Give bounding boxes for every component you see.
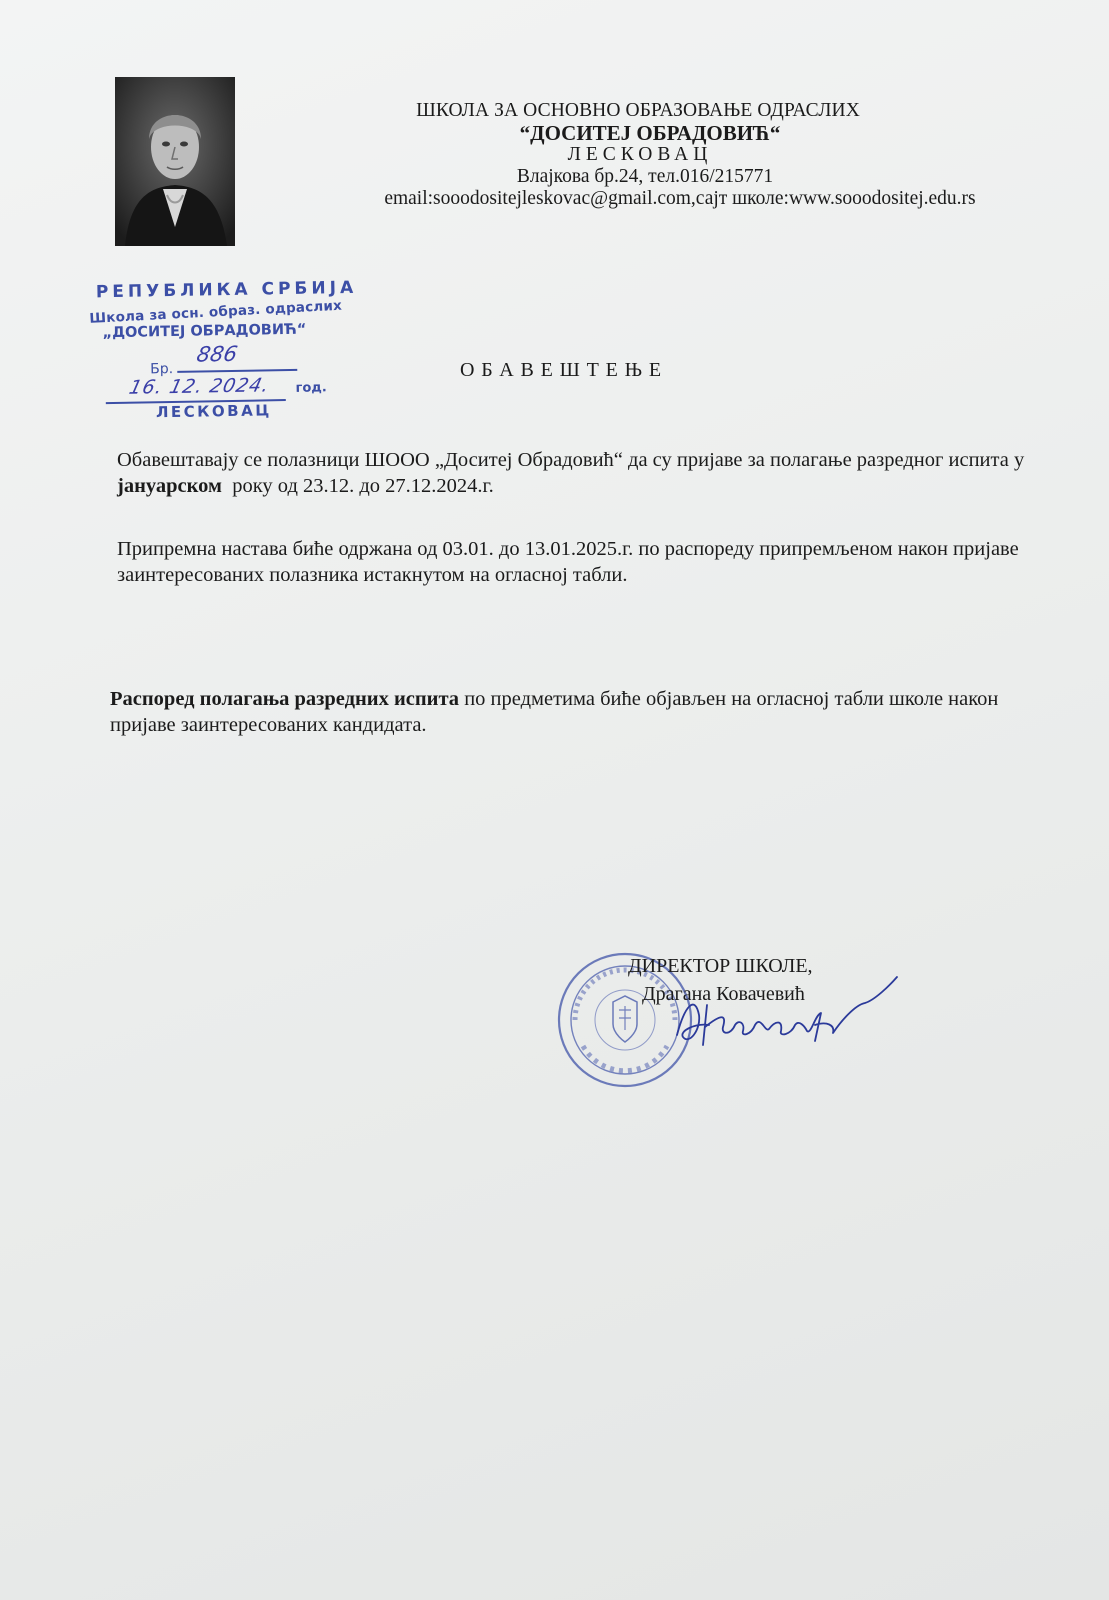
p1-text-b: року од 23.12. до 27.12.2024.г.	[221, 475, 494, 497]
paragraph-registration	[117, 447, 1047, 499]
stamp-year-suffix: год.	[295, 380, 327, 396]
stamp-country: РЕПУБЛИКА СРБИЈА	[95, 277, 358, 303]
stamp-number-label: Бр.	[150, 360, 174, 378]
stamp-school-name: „ДОСИТЕЈ ОБРАДОВИЋ“	[102, 321, 307, 342]
p1-text-a: Обавештавају се полазници ШООО „Доситеј Обрадовић“ да су пријаве за полагање разредног испита у	[117, 449, 1025, 471]
paragraph-preparation: Припремна настава биће одржана од 03.01. до 13.01.2025.г. по распореду припремљеном након пријаве заинтересованих полазника истакнутом на огласној табли.	[117, 538, 1019, 586]
school-name: “ДОСИТЕЈ ОБРАДОВИЋ“	[519, 121, 781, 145]
p1-bold-month: јануарском	[117, 475, 222, 497]
founder-portrait	[115, 77, 235, 246]
stamp-school-type: Школа за осн. образ. одраслих	[89, 297, 343, 327]
p3-text-rest: по предметима биће објављен на огласној табли школе након пријаве заинтересованих кандидата.	[110, 688, 999, 736]
school-type: ШКОЛА ЗА ОСНОВНО ОБРАЗОВАЊЕ ОДРАСЛИХ	[416, 100, 860, 121]
registry-number: 886	[194, 341, 240, 367]
director-title: ДИРЕКТОР ШКОЛЕ,	[628, 955, 813, 977]
p3-bold-schedule: Распоред полагања разредних испита	[110, 688, 460, 710]
registry-stamp	[89, 277, 367, 433]
portrait-image	[115, 77, 235, 246]
paragraph-schedule	[110, 686, 1040, 738]
school-contact: email:sooodositejleskovac@gmail.com,сајт школе:www.sooodositej.edu.rs	[384, 188, 976, 209]
school-city: ЛЕСКОВАЦ	[567, 144, 713, 165]
school-address: Влајкова бр.24, тел.016/215771	[516, 166, 774, 187]
stamp-city: ЛЕСКОВАЦ	[155, 401, 272, 422]
document-title: ОБАВЕШТЕЊЕ	[460, 359, 668, 381]
letterhead	[300, 100, 1020, 210]
director-name: Драгана Ковачевић	[642, 983, 805, 1005]
handwritten-signature	[665, 975, 915, 1065]
registry-date: 16. 12. 2024.	[127, 374, 272, 399]
